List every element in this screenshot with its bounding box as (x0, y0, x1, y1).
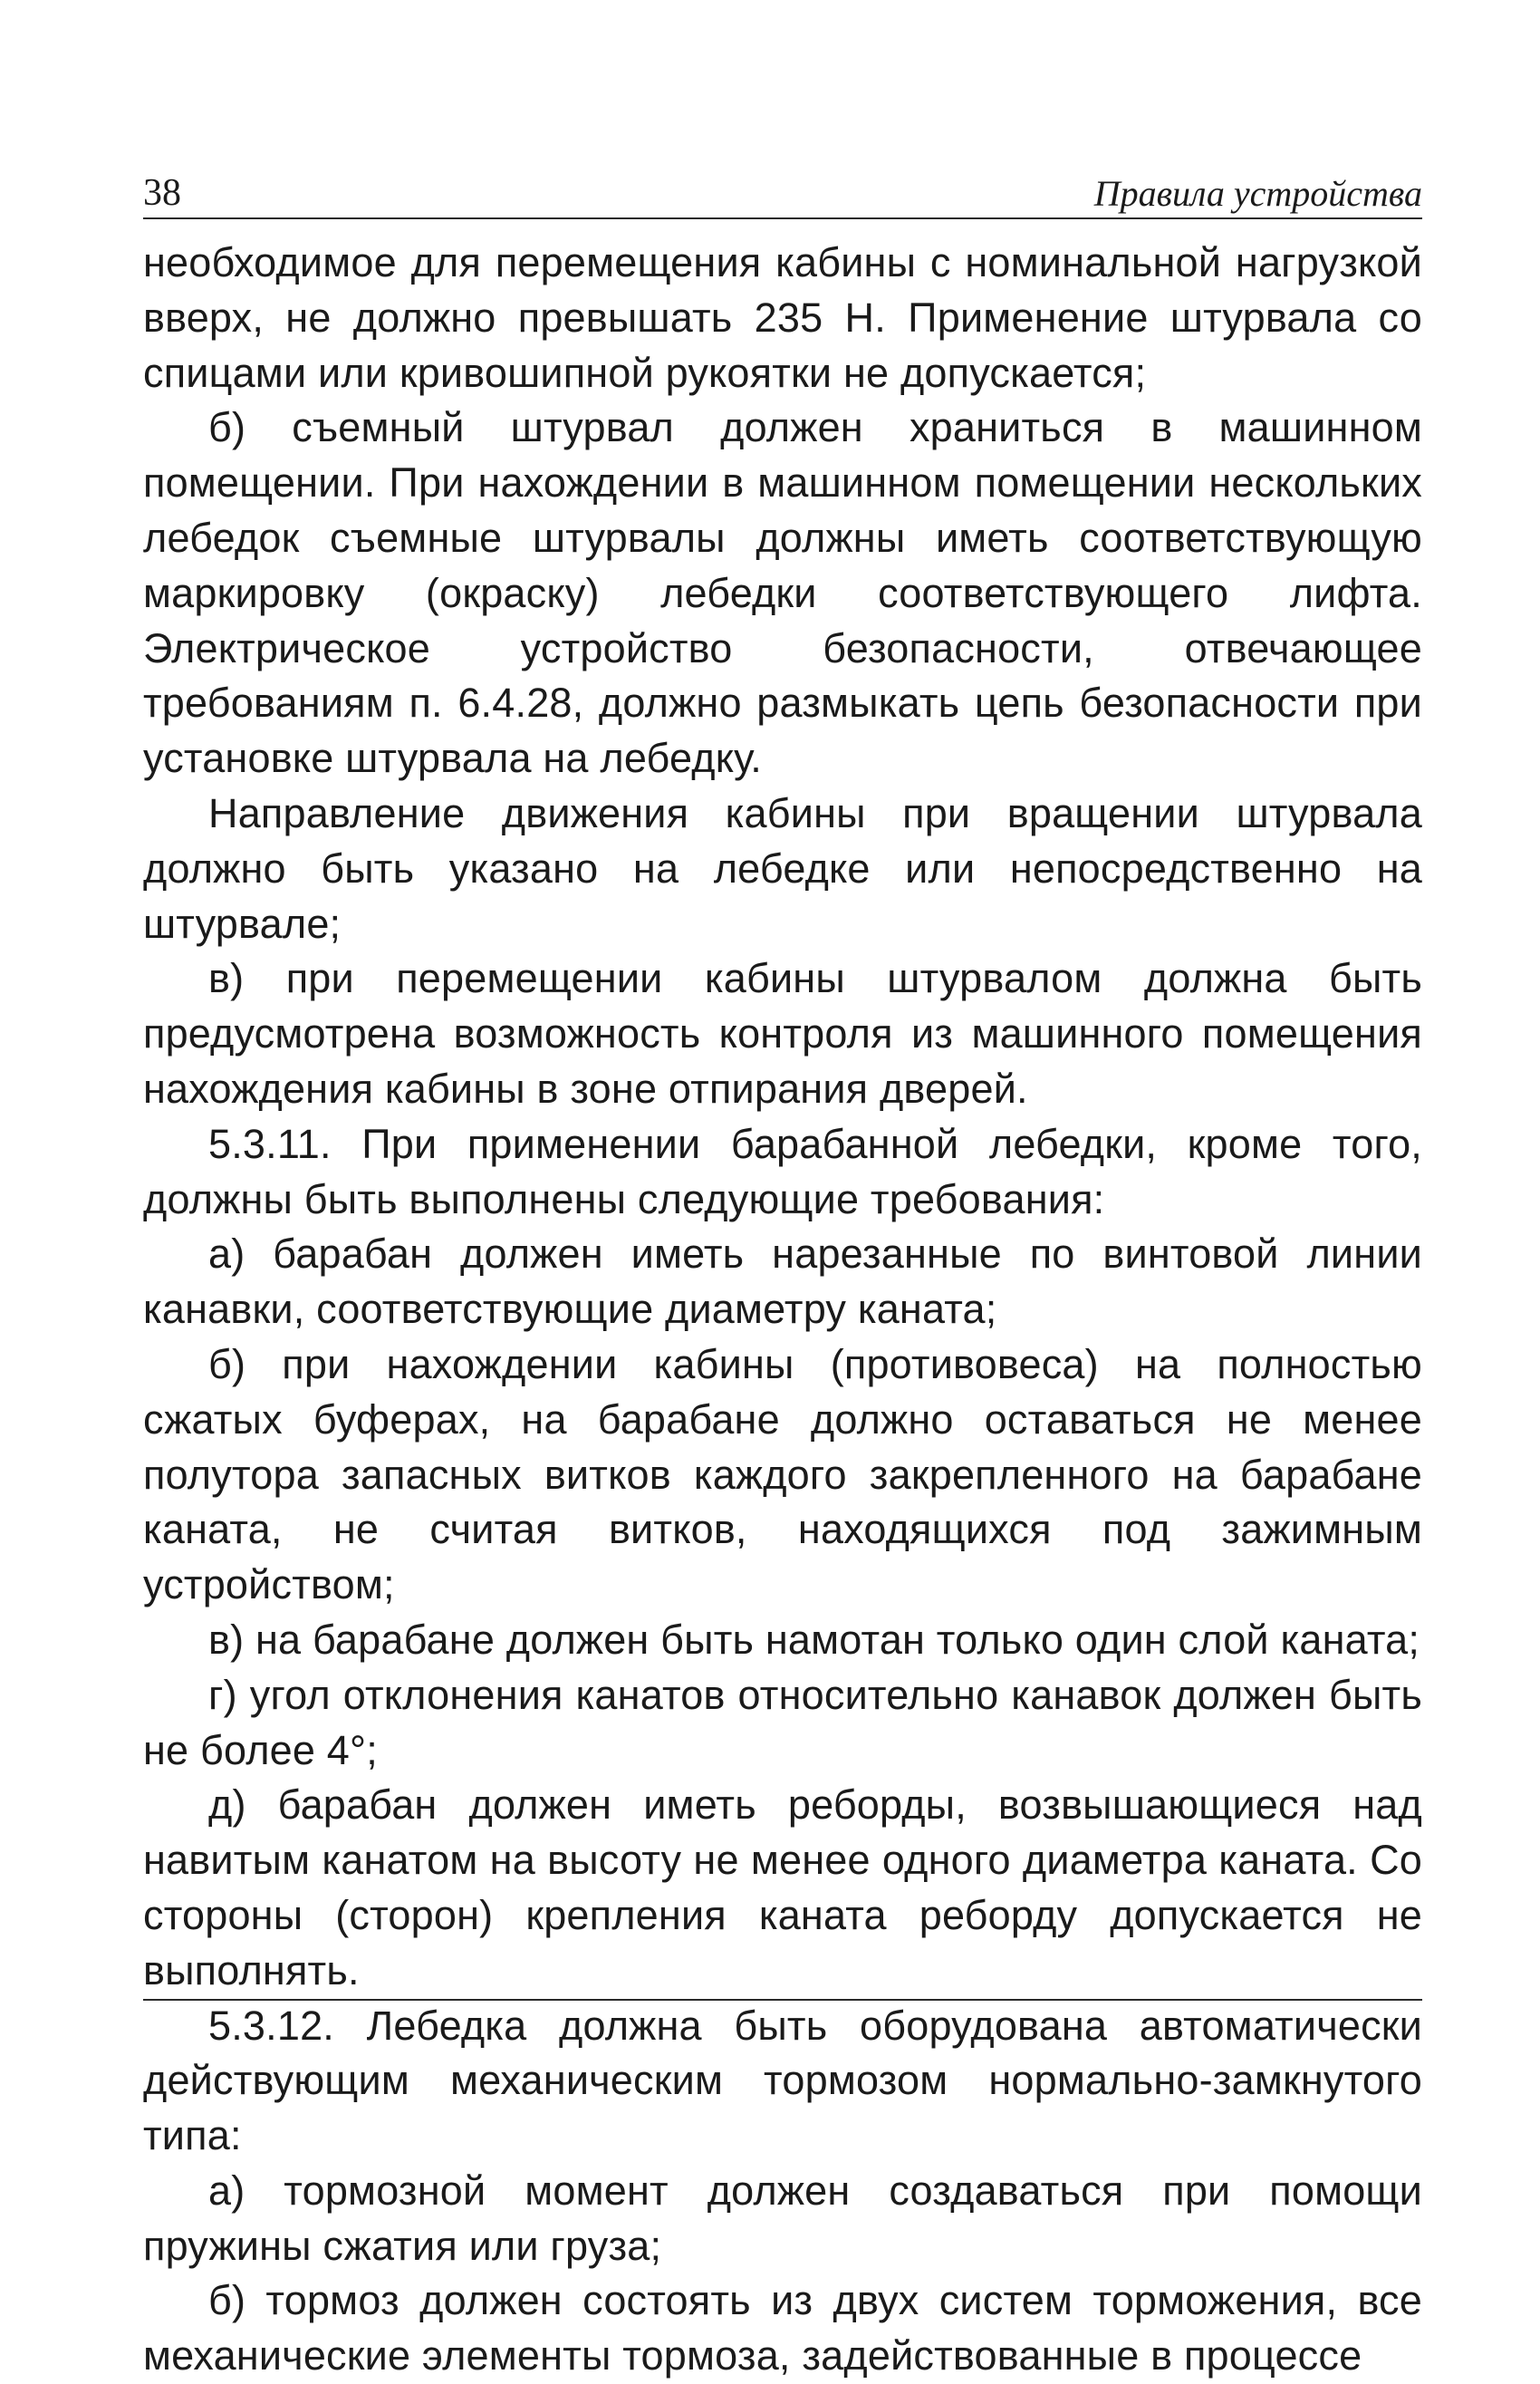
paragraph: а) барабан должен иметь нарезанные по винтовой линии канавки, соответствующие диаметру каната; (143, 1231, 1422, 1333)
paragraph: б) при нахождении кабины (противовеса) на полностью сжатых буферах, на барабане должно оставаться не менее полутора запасных витков каждого закрепленного на барабане каната, не считая витков, находящихся под зажимным устройством; (143, 1340, 1422, 1608)
paragraph: необходимое для перемещения кабины с номинальной нагрузкой вверх, не должно превышать 235 Н. Применение штурвала со спицами или кривошипной рукоятки не допускается; (143, 239, 1422, 396)
paragraph: а) тормозной момент должен создаваться при помощи пружины сжатия или груза; (143, 2167, 1422, 2269)
paragraph: в) при перемещении кабины штурвалом должна быть предусмотрена возможность контроля из машинного помещения нахождения кабины в зоне отпирания дверей. (143, 955, 1422, 1112)
body-text (143, 236, 1422, 2384)
running-title: Правила устройства (1093, 173, 1422, 214)
paragraph: 5.3.11. При применении барабанной лебедки, кроме того, должны быть выполнены следующие требования: (143, 1120, 1422, 1222)
paragraph: Направление движения кабины при вращении штурвала должно быть указано на лебедке или непосредственно на штурвале; (143, 789, 1422, 947)
book-page (143, 174, 1422, 2384)
running-head (143, 174, 1422, 219)
paragraph: б) тормоз должен состоять из двух систем торможения, все механические элементы тормоза, задействованные в процессе (143, 2277, 1422, 2379)
bottom-rule (143, 1999, 1422, 2001)
paragraph: 5.3.12. Лебедка должна быть оборудована автоматически действующим механическим тормозом нормально-замкнутого типа: (143, 2002, 1422, 2159)
paragraph: д) барабан должен иметь реборды, возвышающиеся над навитым канатом на высоту не менее одного диаметра каната. Со стороны (сторон) крепления каната реборду допускается не выполнять. (143, 1781, 1422, 1993)
page-number: 38 (143, 172, 181, 214)
paragraph: г) угол отклонения канатов относительно канавок должен быть не более 4°; (143, 1671, 1422, 1773)
paragraph: б) съемный штурвал должен храниться в машинном помещении. При нахождении в машинном помещении нескольких лебедок съемные штурвалы должны иметь соответствующую маркировку (окраску) лебедки соответствующего лифта. Электрическое устройство безопасности, отвечающее требованиям п. 6.4.28, должно размыкать цепь безопасности при установке штурвала на лебедку. (143, 404, 1422, 782)
paragraph: в) на барабане должен быть намотан только один слой каната; (208, 1616, 1420, 1663)
